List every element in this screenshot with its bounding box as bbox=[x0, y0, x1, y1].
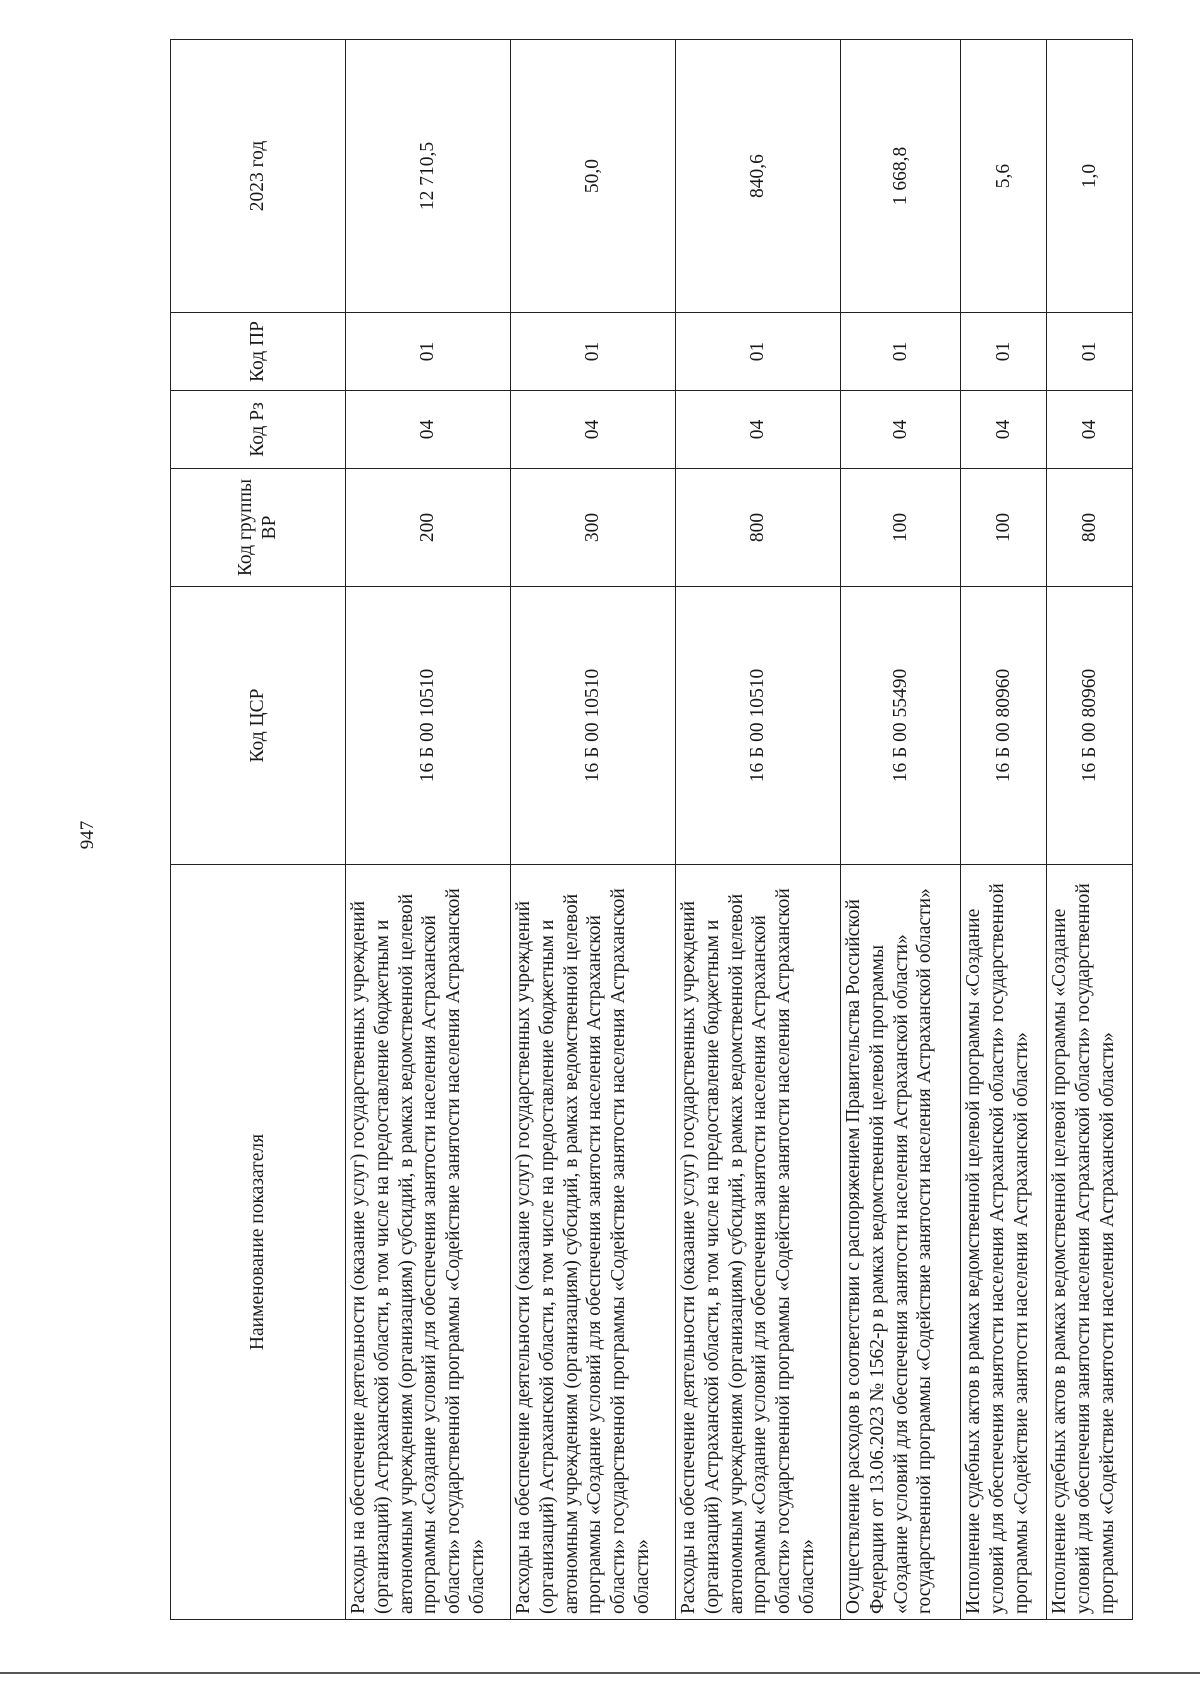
row-rz: 04 bbox=[841, 391, 961, 469]
row-pr: 01 bbox=[961, 313, 1047, 391]
row-pr: 01 bbox=[1047, 313, 1133, 391]
row-name: Расходы на обеспечение деятельности (оказание услуг) государственных учреждений (организаций) Астраханской области, в том числе на предоставление бюджетным и автономным учреждениям (организациям) субсидий, в рамках ведомственной целевой программы «Создание условий для обеспечения занятости населения Астраханской области» государственной программы «Содействие занятости населения Астраханской области» bbox=[676, 865, 841, 1620]
row-year: 1 668,8 bbox=[841, 40, 961, 313]
row-vr: 800 bbox=[1047, 469, 1133, 587]
row-vr: 800 bbox=[676, 469, 841, 587]
page-number: 947 bbox=[77, 820, 98, 850]
header-year: 2023 год bbox=[171, 40, 346, 313]
budget-table-container bbox=[170, 40, 1118, 1620]
header-csr: Код ЦСР bbox=[171, 587, 346, 865]
row-csr: 16 Б 00 10510 bbox=[676, 587, 841, 865]
row-rz: 04 bbox=[961, 391, 1047, 469]
table-row bbox=[511, 40, 676, 1620]
row-year: 12 710,5 bbox=[346, 40, 511, 313]
header-vr: Код группы ВР bbox=[171, 469, 346, 587]
row-csr: 16 Б 00 55490 bbox=[841, 587, 961, 865]
table-row bbox=[1047, 40, 1133, 1620]
table-row bbox=[841, 40, 961, 1620]
row-csr: 16 Б 00 10510 bbox=[511, 587, 676, 865]
row-csr: 16 Б 00 10510 bbox=[346, 587, 511, 865]
table-row bbox=[961, 40, 1047, 1620]
row-vr: 100 bbox=[961, 469, 1047, 587]
page-bottom-rule bbox=[0, 1672, 1200, 1674]
row-year: 5,6 bbox=[961, 40, 1047, 313]
row-pr: 01 bbox=[346, 313, 511, 391]
row-name: Расходы на обеспечение деятельности (оказание услуг) государственных учреждений (организаций) Астраханской области, в том числе на предоставление бюджетным и автономным учреждениям (организациям) субсидий, в рамках ведомственной целевой программы «Создание условий для обеспечения занятости населения Астраханской области» государственной программы «Содействие занятости населения Астраханской области» bbox=[346, 865, 511, 1620]
row-csr: 16 Б 00 80960 bbox=[1047, 587, 1133, 865]
row-csr: 16 Б 00 80960 bbox=[961, 587, 1047, 865]
row-name: Исполнение судебных актов в рамках ведомственной целевой программы «Создание условий для обеспечения занятости населения Астраханской области» государственной программы «Содействие занятости населения Астраханской области» bbox=[961, 865, 1047, 1620]
row-vr: 100 bbox=[841, 469, 961, 587]
header-name: Наименование показателя bbox=[171, 865, 346, 1620]
row-rz: 04 bbox=[1047, 391, 1133, 469]
row-name: Расходы на обеспечение деятельности (оказание услуг) государственных учреждений (организаций) Астраханской области, в том числе на предоставление бюджетным и автономным учреждениям (организациям) субсидий, в рамках ведомственной целевой программы «Создание условий для обеспечения занятости населения Астраханской области» государственной программы «Содействие занятости населения Астраханской области» bbox=[511, 865, 676, 1620]
header-rz: Код Рз bbox=[171, 391, 346, 469]
row-year: 840,6 bbox=[676, 40, 841, 313]
row-year: 50,0 bbox=[511, 40, 676, 313]
row-vr: 200 bbox=[346, 469, 511, 587]
row-rz: 04 bbox=[511, 391, 676, 469]
row-pr: 01 bbox=[841, 313, 961, 391]
header-pr: Код ПР bbox=[171, 313, 346, 391]
row-year: 1,0 bbox=[1047, 40, 1133, 313]
row-name: Осуществление расходов в соответствии с распоряжением Правительства Российской Федерации от 13.06.2023 № 1562-р в рамках ведомственной целевой программы «Создание условий для обеспечения занятости населения Астраханской области» государственной программы «Содействие занятости населения Астраханской области» bbox=[841, 865, 961, 1620]
row-pr: 01 bbox=[511, 313, 676, 391]
row-rz: 04 bbox=[346, 391, 511, 469]
row-rz: 04 bbox=[676, 391, 841, 469]
row-vr: 300 bbox=[511, 469, 676, 587]
row-name: Исполнение судебных актов в рамках ведомственной целевой программы «Создание условий для обеспечения занятости населения Астраханской области» государственной программы «Содействие занятости населения Астраханской области» bbox=[1047, 865, 1133, 1620]
table-row bbox=[676, 40, 841, 1620]
table-header-row bbox=[171, 40, 346, 1620]
row-pr: 01 bbox=[676, 313, 841, 391]
budget-table bbox=[170, 39, 1133, 1620]
table-row bbox=[346, 40, 511, 1620]
